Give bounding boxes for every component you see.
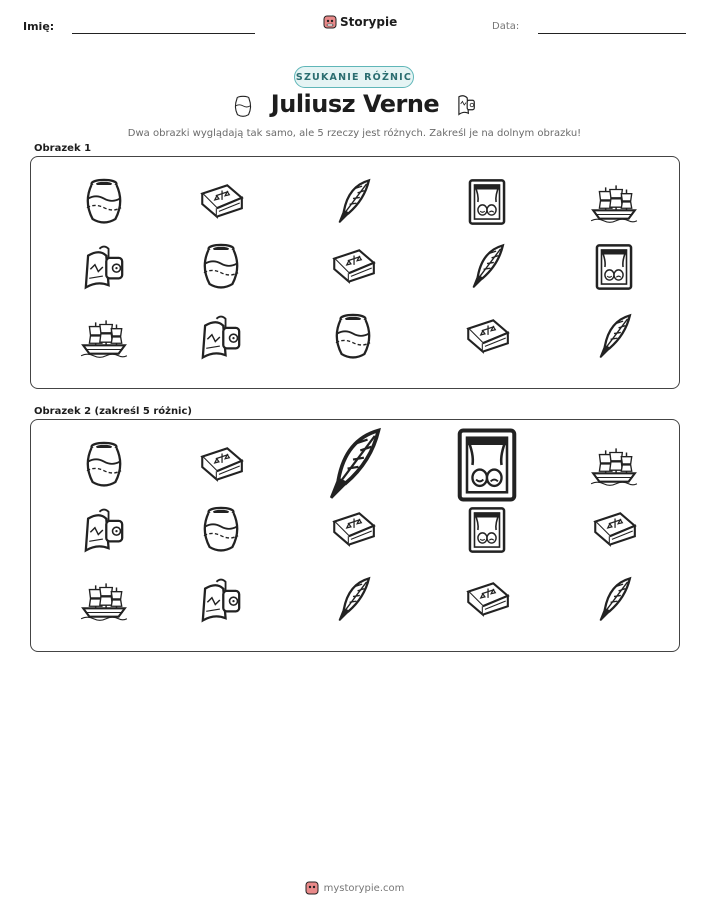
date-line[interactable] xyxy=(538,33,686,34)
pot-icon[interactable] xyxy=(79,177,129,227)
book-icon[interactable] xyxy=(589,505,639,555)
quill-icon[interactable] xyxy=(462,242,512,292)
quill-icon[interactable] xyxy=(328,177,378,227)
name-line[interactable] xyxy=(72,33,255,34)
scroll-icon[interactable] xyxy=(79,505,129,555)
storypie-mascot-icon xyxy=(323,14,337,30)
footer-site[interactable]: mystorypie.com xyxy=(323,882,405,894)
ship-icon[interactable] xyxy=(589,177,639,227)
theater-book-icon[interactable] xyxy=(447,425,527,505)
ship-icon[interactable] xyxy=(79,312,129,362)
pot-icon[interactable] xyxy=(79,440,129,490)
ship-icon[interactable] xyxy=(589,440,639,490)
theater-book-icon[interactable] xyxy=(462,177,512,227)
book-icon[interactable] xyxy=(196,177,246,227)
page-title: Juliusz Verne xyxy=(270,90,440,118)
theater-book-icon[interactable] xyxy=(462,505,512,555)
panel-2-frame xyxy=(30,419,680,652)
quill-icon[interactable] xyxy=(589,312,639,362)
scroll-icon[interactable] xyxy=(79,242,129,292)
book-icon[interactable] xyxy=(328,505,378,555)
book-icon[interactable] xyxy=(462,312,512,362)
scroll-icon[interactable] xyxy=(196,312,246,362)
brand-logo xyxy=(323,14,397,30)
footer xyxy=(0,880,709,896)
quill-icon[interactable] xyxy=(589,575,639,625)
name-label: Imię: xyxy=(23,20,55,33)
panel-1-frame xyxy=(30,156,680,389)
panel-2-label: Obrazek 2 (zakreśl 5 różnic) xyxy=(34,406,192,417)
date-label: Data: xyxy=(492,21,520,32)
scroll-icon[interactable] xyxy=(196,575,246,625)
book-icon[interactable] xyxy=(328,242,378,292)
footer-mascot-icon xyxy=(305,880,319,896)
activity-badge: SZUKANIE RÓŻNIC xyxy=(294,66,414,88)
pot-icon[interactable] xyxy=(196,242,246,292)
book-icon[interactable] xyxy=(196,440,246,490)
theater-book-icon[interactable] xyxy=(589,242,639,292)
title-scroll-icon xyxy=(454,92,478,118)
panel-1-label: Obrazek 1 xyxy=(34,143,92,154)
quill-icon[interactable] xyxy=(328,575,378,625)
instructions: Dwa obrazki wyglądają tak samo, ale 5 rzeczy jest różnych. Zakreśl je na dolnym obrazku! xyxy=(127,128,582,139)
book-icon[interactable] xyxy=(462,575,512,625)
ship-icon[interactable] xyxy=(79,575,129,625)
quill-icon[interactable] xyxy=(313,425,393,505)
pot-icon[interactable] xyxy=(328,312,378,362)
pot-icon[interactable] xyxy=(196,505,246,555)
brand-name: Storypie xyxy=(340,15,398,29)
